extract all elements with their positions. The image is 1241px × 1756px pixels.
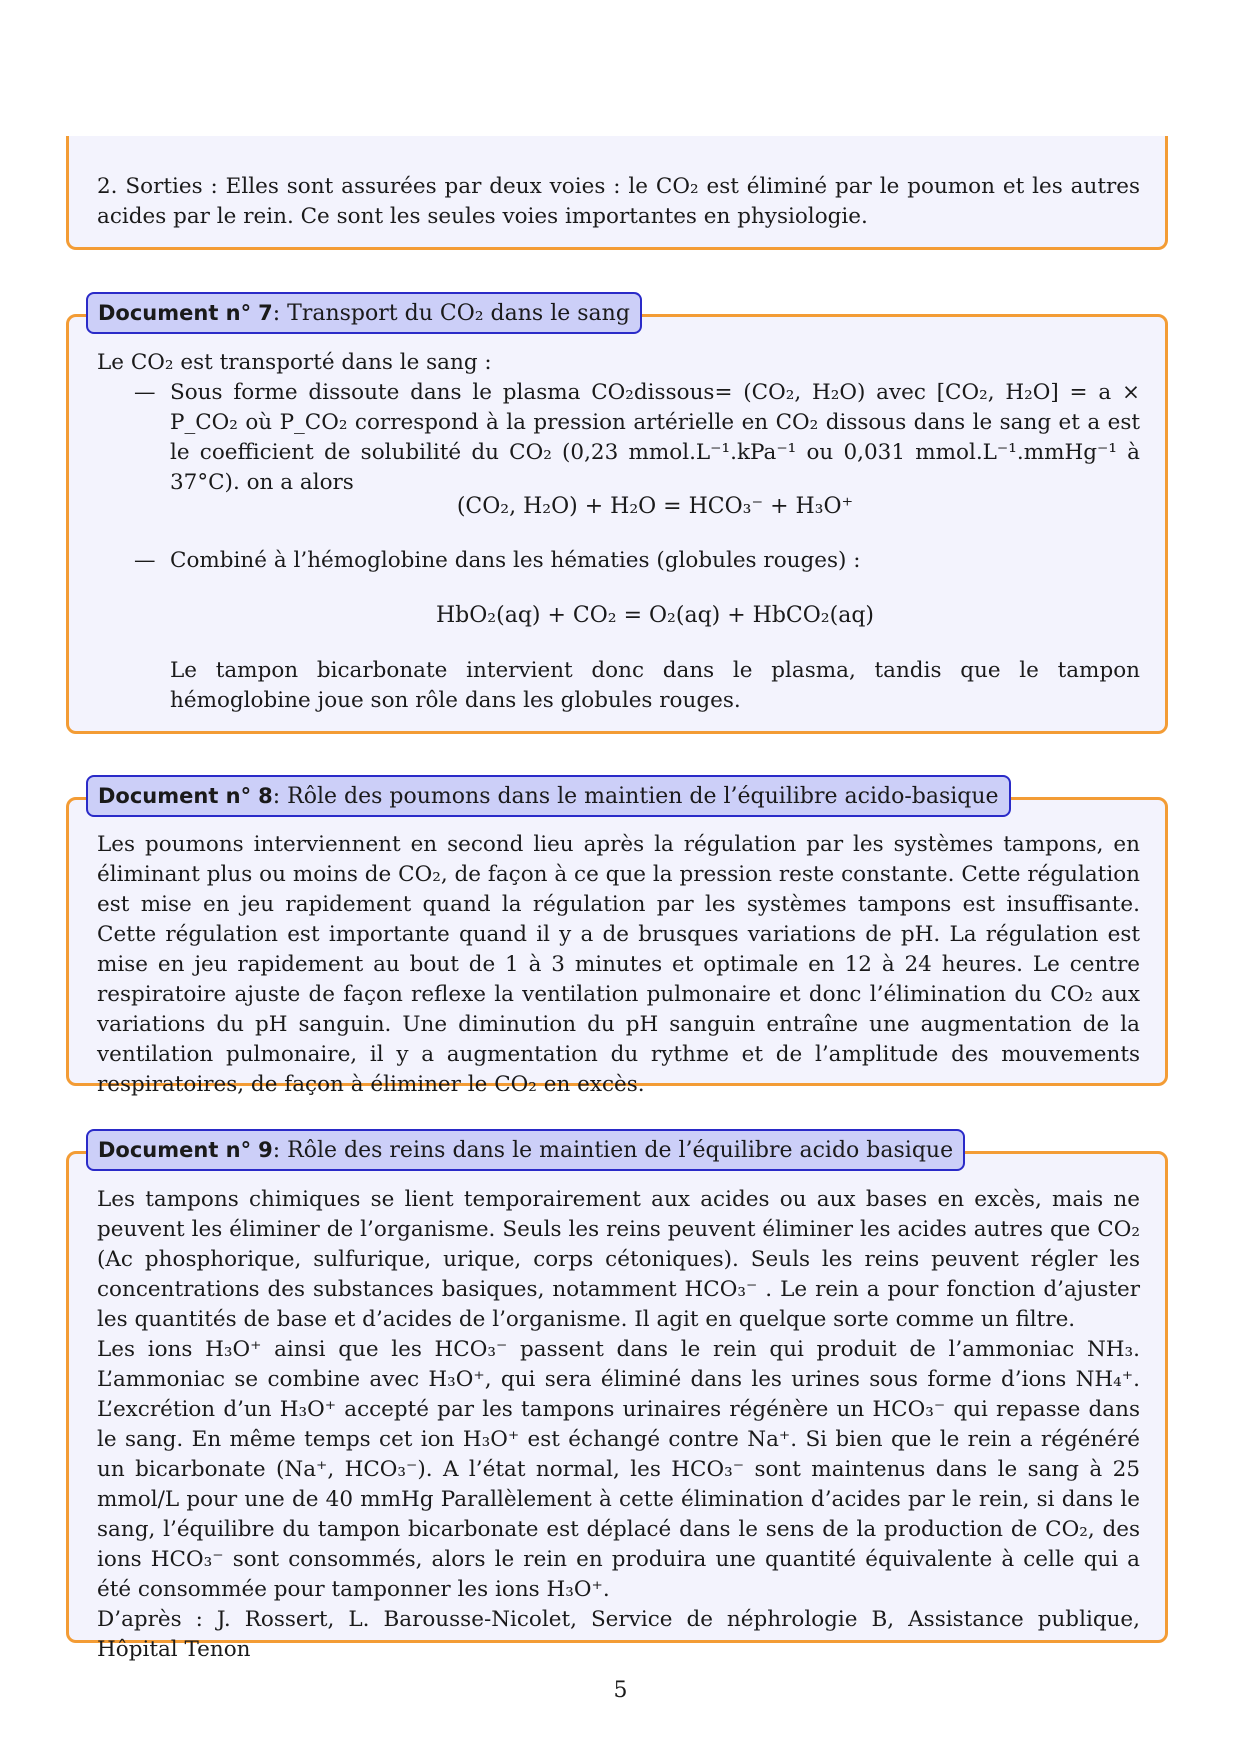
document-8-body: Les poumons interviennent en second lieu après la régulation par les systèmes tampons, en éliminant plus ou moins de CO₂, de façon à ce que la pression reste constante. Cette régulation est mise en jeu rapidement quand la régulation par les systèmes tampons est insuffisante. Cette régulation est importante quand il y a de brusques variations de pH. La régulation est mise en jeu rapidement au bout de 1 à 3 minutes et optimale en 12 à 24 heures. Le centre respiratoire ajuste de façon reflexe la ventilation pulmonaire et donc l’élimination du CO₂ aux variations du pH sanguin. Une diminution du pH sanguin entraîne une augmentation de la ventilation pulmonaire, il y a augmentation du rythme et de l’amplitude des mouvements respiratoires, de façon à éliminer le CO₂ en excès.: [97, 832, 1140, 1097]
list-dash-2: —: [134, 548, 156, 573]
document-9-source: D’après : J. Rossert, L. Barousse-Nicolet, Service de néphrologie B, Assistance publique, Hôpital Tenon: [97, 1607, 1140, 1662]
document-title: : Rôle des reins dans le maintien de l’équilibre acido basique: [272, 1137, 954, 1163]
document-9-body: [97, 1185, 1140, 1665]
page-number: 5: [613, 1678, 628, 1703]
list-dash-1: —: [134, 380, 156, 405]
list-item-dissolved: Sous forme dissoute dans le plasma CO₂dissous= (CO₂, H₂O) avec [CO₂, H₂O] = a × P_CO₂ où P_CO₂ correspond à la pression artérielle en CO₂ dissous dans le sang et a est le coefficient de solubilité du CO₂ (0,23 mmol.L⁻¹.kPa⁻¹ ou 0,031 mmol.L⁻¹.mmHg⁻¹ à 37°C). on a alors: [170, 380, 1140, 495]
document-9-paragraph-1: Les tampons chimiques se lient temporairement aux acides ou aux bases en excès, mais ne peuvent les éliminer de l’organisme. Seuls les reins peuvent éliminer les acides autres que CO₂ (Ac phosphorique, sulfurique, urique, corps cétoniques). Seuls les reins peuvent régler les concentrations des substances basiques, notamment HCO₃⁻ . Le rein a pour fonction d’ajuster les quantités de base et d’acides de l’organisme. Il agit en quelque sorte comme un filtre.: [97, 1187, 1140, 1332]
document-9-header: [86, 1129, 965, 1171]
document-label: Document n°: [98, 301, 252, 325]
equation-bicarbonate: (CO₂, H₂O) + H₂O = HCO₃⁻ + H₃O⁺: [456, 494, 854, 519]
list-item-hemoglobin: Combiné à l’hémoglobine dans les hématies (globules rouges) :: [170, 548, 861, 573]
document-label: Document n°: [98, 784, 252, 808]
document-label: Document n°: [98, 1138, 252, 1162]
document-number: 7: [258, 301, 273, 325]
outputs-paragraph: 2. Sorties : Elles sont assurées par deux voies : le CO₂ est éliminé par le poumon et les autres acides par le rein. Ce sont les seules voies importantes en physiologie.: [97, 174, 1140, 229]
equation-hemoglobin: HbO₂(aq) + CO₂ = O₂(aq) + HbCO₂(aq): [436, 603, 874, 628]
document-7-intro: Le CO₂ est transporté dans le sang :: [97, 350, 492, 375]
document-7-conclusion: Le tampon bicarbonate intervient donc dans le plasma, tandis que le tampon hémoglobine joue son rôle dans les globules rouges.: [170, 658, 1140, 713]
document-9-paragraph-2: Les ions H₃O⁺ ainsi que les HCO₃⁻ passent dans le rein qui produit de l’ammoniac NH₃. L’ammoniac se combine avec H₃O⁺, qui sera éliminé dans les urines sous forme d’ions NH₄⁺. L’excrétion d’un H₃O⁺ accepté par les tampons urinaires régénère un HCO₃⁻ qui repasse dans le sang. En même temps cet ion H₃O⁺ est échangé contre Na⁺. Si bien que le rein a régénéré un bicarbonate (Na⁺, HCO₃⁻). A l’état normal, les HCO₃⁻ sont maintenus dans le sang à 25 mmol/L pour une de 40 mmHg Parallèlement à cette élimination d’acides par le rein, si dans le sang, l’équilibre du tampon bicarbonate est déplacé dans le sens de la production de CO₂, des ions HCO₃⁻ sont consommés, alors le rein en produira une quantité équivalente à celle qui a été consommée pour tamponner les ions H₃O⁺.: [97, 1337, 1140, 1602]
document-number: 8: [258, 784, 273, 808]
document-8-header: [86, 775, 1011, 817]
document-title: : Transport du CO₂ dans le sang: [272, 300, 630, 326]
document-title: : Rôle des poumons dans le maintien de l’équilibre acido-basique: [272, 783, 999, 809]
document-number: 9: [258, 1138, 273, 1162]
document-7-header: [86, 292, 642, 334]
